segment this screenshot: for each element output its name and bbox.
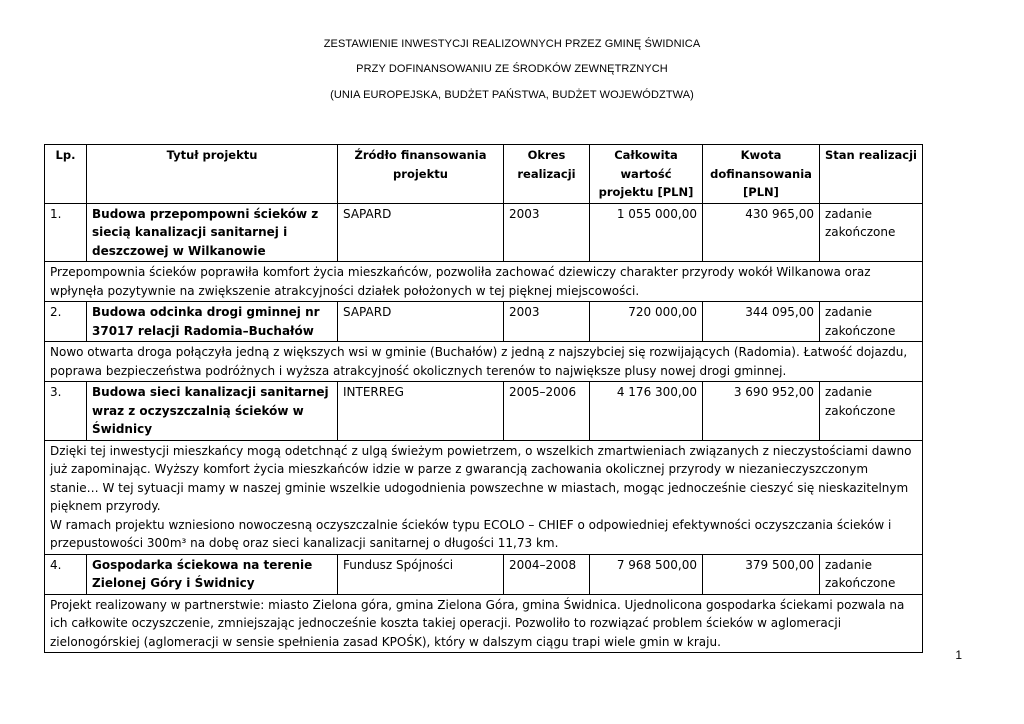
table-row [45, 203, 923, 262]
document-title-line-2: PRZY DOFINANSOWANIU ZE ŚRODKÓW ZEWNĘTRZNYCH [356, 63, 668, 75]
cell-title: Budowa odcinka drogi gminnej nr 37017 relacji Radomia–Buchałów [87, 302, 338, 342]
description-row [45, 440, 923, 554]
cell-period: 2003 [504, 203, 590, 262]
header-lp: Lp. [45, 145, 87, 204]
cell-total: 4 176 300,00 [590, 382, 703, 441]
cell-funding: 344 095,00 [703, 302, 820, 342]
cell-source: Fundusz Spójności [338, 554, 504, 594]
investment-table [44, 144, 923, 653]
cell-status: zadanie zakończone [820, 382, 923, 441]
cell-lp: 4. [45, 554, 87, 594]
cell-title: Budowa sieci kanalizacji sanitarnej wraz z oczyszczalnią ścieków w Świdnicy [87, 382, 338, 441]
cell-status: zadanie zakończone [820, 203, 923, 262]
cell-source: SAPARD [338, 302, 504, 342]
cell-lp: 1. [45, 203, 87, 262]
cell-period: 2005–2006 [504, 382, 590, 441]
cell-source: INTERREG [338, 382, 504, 441]
table-header-row [45, 145, 923, 204]
cell-total: 720 000,00 [590, 302, 703, 342]
cell-status: zadanie zakończone [820, 554, 923, 594]
cell-lp: 2. [45, 302, 87, 342]
cell-funding: 430 965,00 [703, 203, 820, 262]
cell-status: zadanie zakończone [820, 302, 923, 342]
document-title-line-3: (UNIA EUROPEJSKA, BUDŻET PAŃSTWA, BUDŻET WOJEWÓDZTWA) [330, 89, 694, 101]
cell-total: 1 055 000,00 [590, 203, 703, 262]
cell-funding: 3 690 952,00 [703, 382, 820, 441]
cell-lp: 3. [45, 382, 87, 441]
table-row [45, 302, 923, 342]
description-row [45, 594, 923, 653]
table-row [45, 382, 923, 441]
cell-period: 2004–2008 [504, 554, 590, 594]
document-title-line-1: ZESTAWIENIE INWESTYCJI REALIZOWNYCH PRZEZ GMINĘ ŚWIDNICA [323, 38, 701, 50]
header-status: Stan realizacji [820, 145, 923, 204]
description-paragraph-extra: W ramach projektu wzniesiono nowoczesną oczyszczalnie ścieków typu ECOLO – CHIEF o odpowiedniej efektywności oczyszczania ścieków i przepustowości 300m³ na dobę oraz sieci kanalizacji sanitarnej o długości 11,73 km. [50, 517, 892, 550]
description-row [45, 262, 923, 302]
header-source: Źródło finansowania projektu [338, 145, 504, 204]
cell-description: Przepompownia ścieków poprawiła komfort życia mieszkańców, pozwoliła zachować dziewiczy charakter przyrody wokół Wilkanowa oraz wpłynęła pozytywnie na zwiększenie atrakcyjności działek położonych w tej pięknej miejscowości. [45, 262, 923, 302]
cell-description: Projekt realizowany w partnerstwie: miasto Zielona góra, gmina Zielona Góra, gmina Świdnica. Ujednolicona gospodarka ściekami pozwala na ich całkowite oczyszczenie, zmniejszając jednocześnie koszta takiej operacji. Pozwoliło to rozwiązać problem ścieków w aglomeracji zielonogórskiej (aglomeracji w sensie spełnienia zasad KPOŚK), który w dalszym ciągu trapi wiele gmin w kraju. [45, 594, 923, 653]
header-period: Okres realizacji [504, 145, 590, 204]
table-row [45, 554, 923, 594]
header-total: Całkowita wartość projektu [PLN] [590, 145, 703, 204]
cell-funding: 379 500,00 [703, 554, 820, 594]
cell-title: Budowa przepompowni ścieków z siecią kanalizacji sanitarnej i deszczowej w Wilkanowie [87, 203, 338, 262]
description-row [45, 342, 923, 382]
cell-source: SAPARD [338, 203, 504, 262]
header-title: Tytuł projektu [87, 145, 338, 204]
cell-description [45, 440, 923, 554]
description-paragraph: Dzięki tej inwestycji mieszkańcy mogą odetchnąć z ulgą świeżym powietrzem, o wszelkich zmartwieniach związanych z nieczystościami dawno już zapominając. Wyższy komfort życia mieszkańców idzie w parze z gwarancją zachowania okolicznej przyrody w niezanieczyszczonym stanie… W tej sytuacji mamy w naszej gminie wszelkie udogodnienia powszechne w miastach, mogąc jednocześnie cieszyć się nieskazitelnym pięknem przyrody. [50, 443, 912, 513]
cell-total: 7 968 500,00 [590, 554, 703, 594]
cell-title: Gospodarka ściekowa na terenie Zielonej Góry i Świdnicy [87, 554, 338, 594]
page-number: 1 [955, 648, 962, 662]
cell-description: Nowo otwarta droga połączyła jedną z większych wsi w gminie (Buchałów) z jedną z najszybciej się rozwijających (Radomia). Łatwość dojazdu, poprawa bezpieczeństwa podróżnych i wyższa atrakcyjność okolicznych terenów to największe plusy nowej drogi gminnej. [45, 342, 923, 382]
header-funding: Kwota dofinansowania [PLN] [703, 145, 820, 204]
cell-period: 2003 [504, 302, 590, 342]
